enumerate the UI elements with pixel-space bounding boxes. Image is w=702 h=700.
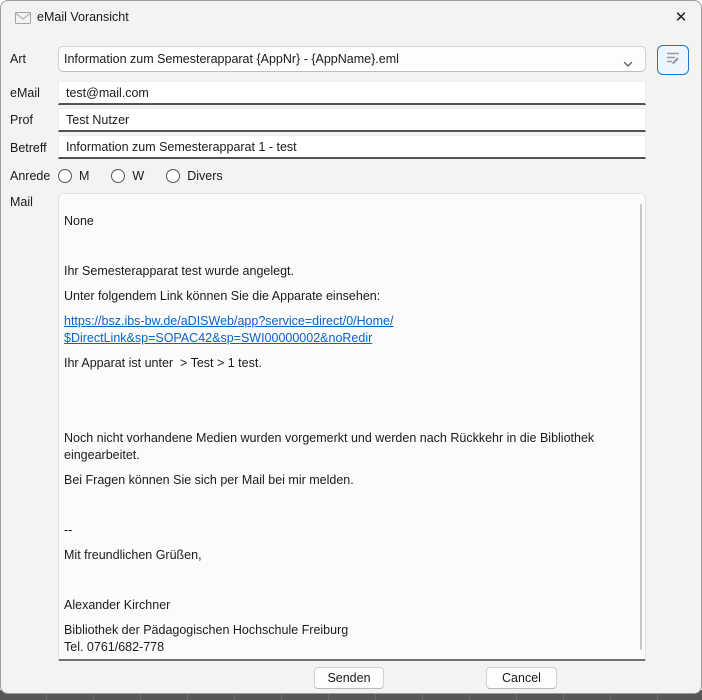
mail-scrollbar[interactable] xyxy=(640,204,642,650)
mail-blank-line xyxy=(64,572,627,589)
mail-paragraph: Mit freundlichen Grüßen, xyxy=(64,548,202,562)
anrede-radio-group xyxy=(58,166,245,186)
envelope-icon xyxy=(15,11,31,23)
mail-blank-line xyxy=(64,405,627,422)
prof-label: Prof xyxy=(10,113,33,127)
betreff-field[interactable] xyxy=(58,135,646,159)
send-button[interactable]: Senden xyxy=(314,667,384,689)
mail-paragraph: Unter folgendem Link können Sie die Apparate einsehen: xyxy=(64,289,381,303)
mail-body-textarea[interactable] xyxy=(58,193,646,661)
betreff-label: Betreff xyxy=(10,141,47,155)
radio-w-label: W xyxy=(132,169,145,183)
radio-m-label: M xyxy=(79,169,90,183)
mail-paragraph: Bibliothek der Pädagogischen Hochschule Freiburg Tel. 0761/682-778 xyxy=(64,623,349,654)
radio-option-divers[interactable] xyxy=(166,169,222,183)
art-label: Art xyxy=(10,52,26,66)
email-label: eMail xyxy=(10,86,40,100)
mail-blank-line xyxy=(64,238,627,255)
radio-divers-icon[interactable] xyxy=(166,169,180,183)
mail-paragraph: Bei Fragen können Sie sich per Mail bei mir melden. xyxy=(64,473,354,487)
mail-blank-line xyxy=(64,380,627,397)
titlebar xyxy=(1,1,701,33)
dialog-title: eMail Voransicht xyxy=(37,10,129,24)
mail-paragraph: Noch nicht vorhandene Medien wurden vorgemerkt und werden nach Rückkehr in die Bibliothek eingearbeitet. xyxy=(64,431,595,462)
radio-option-w[interactable] xyxy=(111,169,144,183)
mail-paragraph: Alexander Kirchner xyxy=(64,598,171,612)
radio-m-icon[interactable] xyxy=(58,169,72,183)
mail-paragraph: Ihr Semesterapparat test wurde angelegt. xyxy=(64,264,294,278)
mail-paragraph: Ihr Apparat ist unter > Test > 1 test. xyxy=(64,356,262,370)
art-template-value: Information zum Semesterapparat {AppNr} - {AppName}.eml xyxy=(64,52,399,66)
radio-w-icon[interactable] xyxy=(111,169,125,183)
prof-field[interactable] xyxy=(58,108,646,132)
close-button[interactable]: ✕ xyxy=(669,5,693,29)
chevron-down-icon xyxy=(622,54,634,66)
mail-blank-line xyxy=(64,497,627,514)
mail-body-content xyxy=(64,213,627,656)
art-template-dropdown[interactable] xyxy=(58,46,646,72)
radio-divers-label: Divers xyxy=(187,169,223,183)
anrede-label: Anrede xyxy=(10,169,51,183)
edit-template-button[interactable] xyxy=(657,45,689,75)
radio-option-m[interactable] xyxy=(58,169,89,183)
mail-paragraph-link xyxy=(64,313,627,347)
mail-paragraph: None xyxy=(64,214,94,228)
mail-label: Mail xyxy=(10,195,33,209)
mail-paragraph: -- xyxy=(64,523,73,537)
edit-note-icon xyxy=(664,50,682,71)
email-field[interactable] xyxy=(58,81,646,105)
cancel-button[interactable]: Cancel xyxy=(486,667,557,689)
mail-link[interactable]: https://bsz.ibs-bw.de/aDISWeb/app?service=direct/0/Home/ $DirectLink&sp=SOPAC42&sp=SWI00000002&noRedir xyxy=(64,314,394,345)
